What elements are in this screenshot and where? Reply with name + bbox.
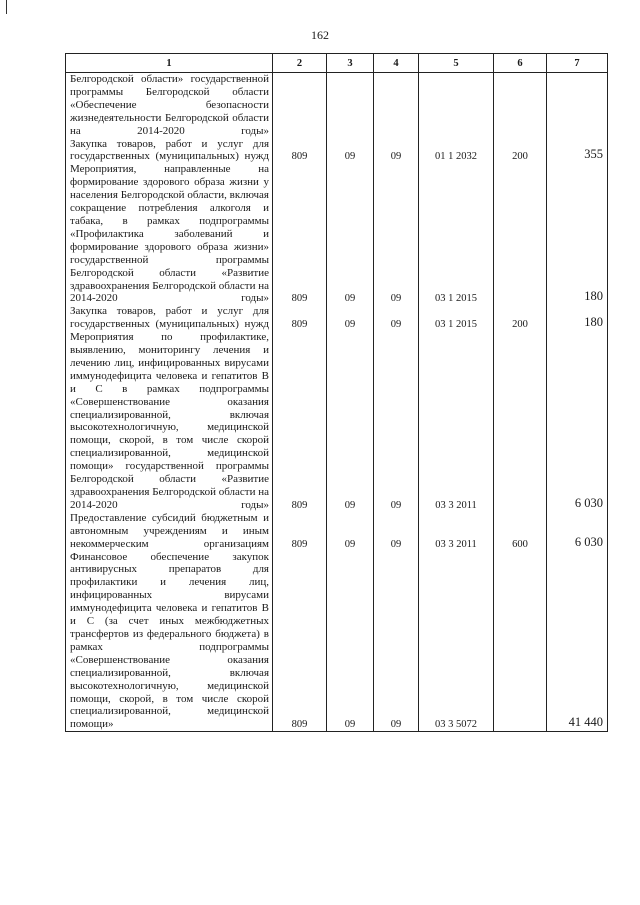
row-subsection: 09 [374,305,419,331]
row-subsection: 09 [374,331,419,512]
row-grbs [273,73,327,138]
row-description: Мероприятия по профилактике, выявлению, мониторингу лечения и лечению лиц, инфицированных вирусами иммунодефицита человека и гепатитов В и С в рамках подпрограммы «Совершенствование оказания специализированной, включая высокотехнологичную, медицинской помощи, скорой, в том числе скорой специализированной, медицинской помощи» государственной программы Белгородской области «Развитие здравоохранения Белгородской области на 2014-2020 годы» [66,331,273,512]
row-description: Закупка товаров, работ и услуг для государственных (муниципальных) нужд [66,138,273,164]
header-col-7: 7 [547,54,608,73]
table-header-row [66,54,608,73]
table-row [66,73,608,138]
row-amount [547,73,608,138]
row-subsection: 09 [374,163,419,305]
row-target: 03 3 2011 [419,331,494,512]
row-target: 03 1 2015 [419,305,494,331]
row-grbs: 809 [273,551,327,732]
row-subsection: 09 [374,138,419,164]
table-row [66,163,608,305]
row-amount: 180 [547,305,608,331]
table-row [66,138,608,164]
row-expense: 200 [494,305,547,331]
row-subsection [374,73,419,138]
row-section: 09 [327,512,374,551]
row-description: Финансовое обеспечение закупок антивирусных препаратов для профилактики и лечения лиц, инфицированных вирусами иммунодефицита человека и гепатитов В и С (за счет иных межбюджетных трансфертов из федерального бюджета) в рамках подпрограммы «Совершенствование оказания специализированной, включая высокотехнологичную, медицинской помощи, скорой, в том числе скорой специализированной, медицинской помощи» [66,551,273,732]
table-row [66,551,608,732]
row-section: 09 [327,305,374,331]
row-target: 03 1 2015 [419,163,494,305]
row-grbs: 809 [273,331,327,512]
table-row [66,512,608,551]
scan-edge-mark [6,0,7,14]
row-grbs: 809 [273,305,327,331]
header-col-4: 4 [374,54,419,73]
row-target: 01 1 2032 [419,138,494,164]
row-section: 09 [327,551,374,732]
row-expense [494,551,547,732]
row-expense [494,163,547,305]
row-section [327,73,374,138]
header-col-3: 3 [327,54,374,73]
header-col-2: 2 [273,54,327,73]
row-section: 09 [327,138,374,164]
row-description: Предоставление субсидий бюджетным и автономным учреждениям и иным некоммерческим организациям [66,512,273,551]
row-expense [494,331,547,512]
row-section: 09 [327,163,374,305]
budget-table [65,53,608,732]
row-amount: 41 440 [547,551,608,732]
row-amount: 180 [547,163,608,305]
page-number: 162 [311,28,329,42]
row-amount: 6 030 [547,331,608,512]
row-subsection: 09 [374,512,419,551]
row-amount: 6 030 [547,512,608,551]
row-expense: 200 [494,138,547,164]
row-amount: 355 [547,138,608,164]
row-grbs: 809 [273,163,327,305]
table-row [66,331,608,512]
row-expense [494,73,547,138]
table-row [66,305,608,331]
row-subsection: 09 [374,551,419,732]
row-section: 09 [327,331,374,512]
row-expense: 600 [494,512,547,551]
header-col-1: 1 [66,54,273,73]
row-target: 03 3 2011 [419,512,494,551]
row-description: Закупка товаров, работ и услуг для государственных (муниципальных) нужд [66,305,273,331]
row-description: Белгородской области» государственной программы Белгородской области «Обеспечение безопасности жизнедеятельности Белгородской области на 2014-2020 годы» [66,73,273,138]
row-target: 03 3 5072 [419,551,494,732]
row-grbs: 809 [273,138,327,164]
row-grbs: 809 [273,512,327,551]
header-col-6: 6 [494,54,547,73]
row-target [419,73,494,138]
row-description: Мероприятия, направленные на формирование здорового образа жизни у населения Белгородской области, включая сокращение потребления алкоголя и табака, в рамках подпрограммы «Профилактика заболеваний и формирование здорового образа жизни» государственной программы Белгородской области «Развитие здравоохранения Белгородской области на 2014-2020 годы» [66,163,273,305]
header-col-5: 5 [419,54,494,73]
